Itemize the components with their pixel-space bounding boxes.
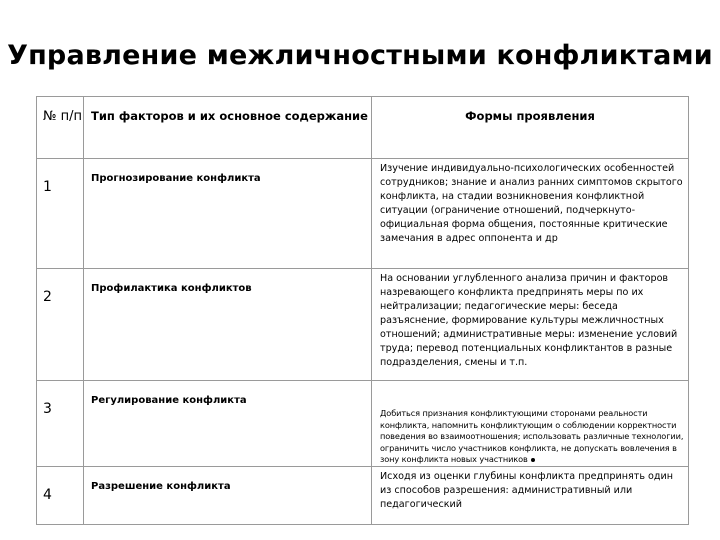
row-number: 3 xyxy=(37,381,84,467)
table-row xyxy=(37,159,689,269)
row-forms: Исходя из оценки глубины конфликта предпринять один из способов разрешения: административный или педагогический xyxy=(372,466,689,524)
row-factor-type: Прогнозирование конфликта xyxy=(84,159,372,269)
row-number: 1 xyxy=(37,159,84,269)
conflict-management-table xyxy=(36,96,689,525)
row-factor-type: Профилактика конфликтов xyxy=(84,269,372,381)
row-number: 4 xyxy=(37,466,84,524)
row-forms: На основании углубленного анализа причин и факторов назревающего конфликта предпринять меры по их нейтрализации; педагогические меры: беседа разъяснение, формирование культуры межличностных отношений; административные меры: изменение условий труда; перевод потенциальных конфликтантов в разные подразделения, смены и т.п. xyxy=(372,269,689,381)
row-forms: Изучение индивидуально-психологических особенностей сотрудников; знание и анализ ранних симптомов скрытого конфликта, на стадии возникновения конфликтной ситуации (ограничение отношений, подчеркнуто-официальная форма общения, постоянные критические замечания в адрес оппонента и др xyxy=(372,159,689,269)
row-factor-type: Регулирование конфликта xyxy=(84,381,372,467)
table-header-row xyxy=(37,97,689,159)
slide-title: Управление межличностными конфликтами xyxy=(7,40,713,71)
header-factor-type: Тип факторов и их основное содержание xyxy=(84,97,372,159)
row-forms-text: Добиться признания конфликтующими сторонами реальности конфликта, напомнить конфликтующим о соблюдении корректности поведения во взаимоотношения; использовать различные технологии, ограничить число участников конфликта, не допускать вовлечения в зону конфликта новых участников xyxy=(380,408,684,464)
header-forms: Формы проявления xyxy=(372,97,689,159)
table-row xyxy=(37,466,689,524)
table-row xyxy=(37,381,689,467)
row-number: 2 xyxy=(37,269,84,381)
header-number: № п/п xyxy=(37,97,84,159)
bullet-icon xyxy=(531,458,535,462)
row-factor-type: Разрешение конфликта xyxy=(84,466,372,524)
table-row xyxy=(37,269,689,381)
row-forms xyxy=(372,381,689,467)
